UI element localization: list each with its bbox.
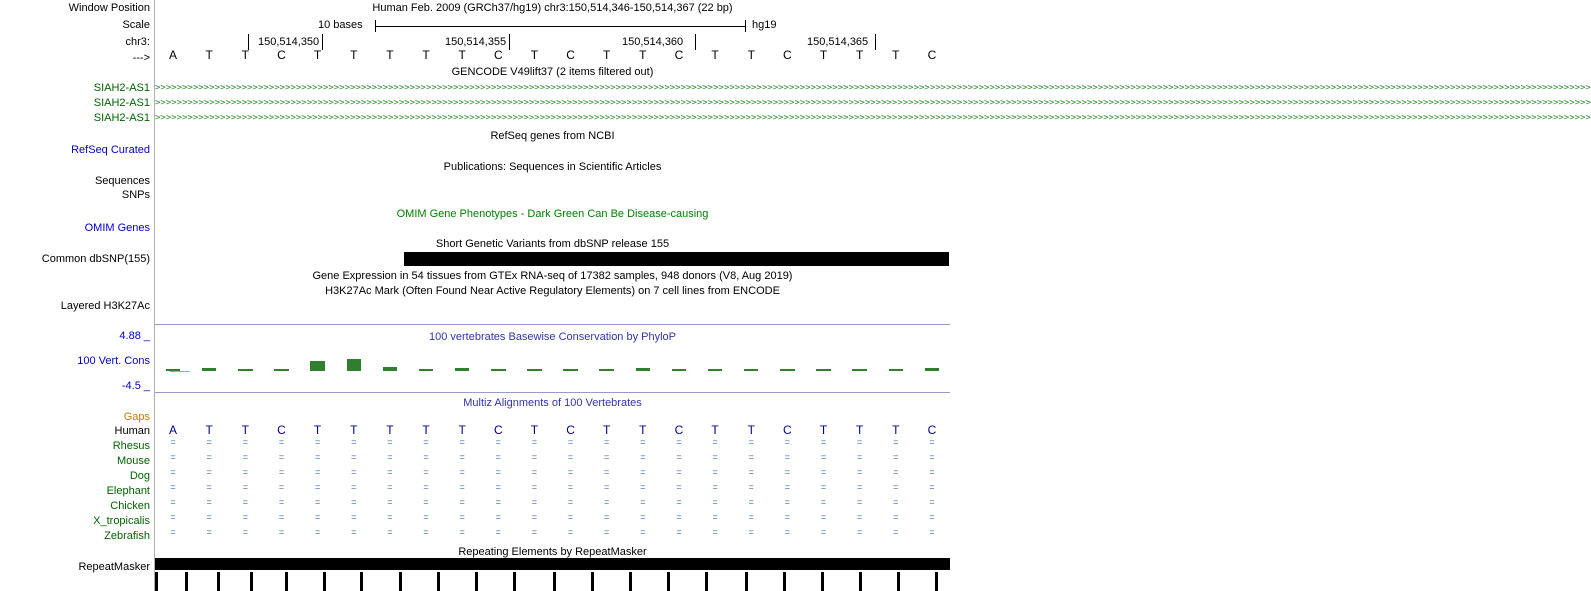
alignment-cell: =: [459, 512, 465, 522]
alignment-cell: =: [459, 482, 465, 492]
alignment-cell: =: [495, 437, 501, 447]
alignment-cell: =: [712, 467, 718, 477]
base-letter: T: [530, 48, 539, 62]
alignment-cell: =: [495, 452, 501, 462]
alignment-cell: =: [387, 437, 393, 447]
ruler-pos-1: 150,514,355: [445, 36, 507, 48]
alignment-cell: =: [893, 467, 899, 477]
alignment-cell: =: [423, 497, 429, 507]
alignment-cell: =: [170, 437, 176, 447]
base-letter: T: [241, 48, 249, 62]
alignment-cell: =: [278, 452, 285, 462]
alignment-cell: =: [170, 527, 176, 537]
repeatmasker-label[interactable]: RepeatMasker: [78, 561, 150, 573]
multiz-human-base-row: [155, 423, 950, 439]
base-letter: T: [855, 423, 864, 437]
alignment-cell: =: [820, 437, 827, 447]
repeat-element: [553, 572, 556, 591]
alignment-cell: =: [712, 482, 718, 492]
base-letter: T: [639, 423, 647, 437]
alignment-cell: =: [929, 467, 935, 477]
alignment-cell: =: [712, 497, 718, 507]
alignment-cell: =: [206, 467, 212, 477]
alignment-cell: =: [676, 527, 682, 537]
alignment-cell: =: [314, 497, 321, 507]
alignment-cell: =: [748, 527, 754, 537]
alignment-cell: =: [893, 452, 899, 462]
h3k27ac-track-title: H3K27Ac Mark (Often Found Near Active Regulatory Elements) on 7 cell lines from ENCODE: [325, 285, 780, 297]
base-letter: C: [277, 48, 286, 62]
base-letter: T: [855, 48, 864, 62]
alignment-cell: =: [676, 482, 682, 492]
repeat-element: [783, 572, 786, 591]
alignment-cell: =: [242, 467, 248, 477]
alignment-cell: =: [423, 437, 429, 447]
alignment-cell: =: [640, 467, 646, 477]
alignment-cell: =: [712, 437, 718, 447]
alignment-cell: =: [820, 482, 827, 492]
multiz-track-title: Multiz Alignments of 100 Vertebrates: [463, 397, 642, 409]
assembly-position-title: Human Feb. 2009 (GRCh37/hg19) chr3:150,514,346-150,514,367 (22 bp): [372, 2, 733, 14]
base-letter: A: [169, 423, 178, 437]
alignment-cell: =: [784, 467, 790, 477]
alignment-cell: =: [676, 512, 682, 522]
base-letter: C: [566, 48, 575, 62]
alignment-cell: =: [278, 482, 285, 492]
scale-bar-tick-right: [745, 20, 746, 32]
conservation-bar: [816, 369, 830, 371]
base-letter: T: [747, 48, 755, 62]
repeat-element: [513, 572, 516, 591]
base-letter: C: [674, 423, 684, 437]
alignment-cell: =: [820, 497, 827, 507]
gencode-gene-label-0[interactable]: SIAH2-AS1: [93, 82, 150, 94]
alignment-cell: =: [278, 437, 285, 447]
repeat-element: [323, 572, 326, 591]
alignment-cell: =: [314, 512, 321, 522]
alignment-cell: =: [423, 467, 429, 477]
base-letter: T: [205, 48, 213, 62]
base-letter: T: [313, 48, 322, 62]
gencode-track-title: GENCODE V49lift37 (2 items filtered out): [451, 66, 654, 78]
alignment-cell: =: [640, 527, 646, 537]
repeat-element: [897, 572, 900, 591]
alignment-cell: =: [567, 437, 574, 447]
base-letter: T: [422, 48, 430, 62]
alignment-cell: =: [929, 482, 935, 492]
species-label-human[interactable]: Human: [114, 425, 150, 437]
alignment-cell: =: [857, 452, 863, 462]
alignment-cell: =: [712, 452, 718, 462]
base-letter: T: [819, 423, 828, 437]
alignment-cell: =: [206, 497, 212, 507]
alignment-cell: =: [531, 497, 538, 507]
conservation-bar: [925, 368, 939, 371]
publications-track-title: Publications: Sequences in Scientific Articles: [443, 161, 662, 173]
alignment-cell: =: [314, 527, 321, 537]
ruler-pos-3: 150,514,365: [807, 36, 869, 48]
conservation-bar: [780, 369, 794, 371]
conservation-bar: [599, 369, 613, 371]
alignment-cell: =: [314, 452, 321, 462]
sequences-label[interactable]: Sequences: [94, 175, 150, 187]
alignment-cell: =: [640, 482, 646, 492]
base-letter: T: [386, 48, 394, 62]
base-letter: C: [277, 423, 286, 437]
alignment-cell: =: [640, 437, 646, 447]
conservation-bar: [636, 368, 650, 371]
base-letter: T: [313, 423, 322, 437]
cons-min-value: -4.5 _: [121, 380, 150, 392]
conservation-bar: [274, 369, 288, 371]
base-letter: T: [530, 423, 539, 437]
species-label-rhesus[interactable]: Rhesus: [112, 440, 150, 452]
alignment-cell: =: [929, 512, 935, 522]
alignment-cell: =: [567, 527, 574, 537]
species-label-zebrafish[interactable]: Zebrafish: [104, 530, 150, 542]
alignment-cell: =: [351, 512, 357, 522]
conservation-bar: [455, 368, 469, 371]
alignment-cell: =: [893, 482, 899, 492]
repeat-element: [667, 572, 670, 591]
alignment-cell: =: [423, 527, 429, 537]
repeat-element: [285, 572, 288, 591]
alignment-cell: =: [820, 527, 827, 537]
ruler-pos-0: 150,514,350: [258, 36, 320, 48]
base-letter: T: [422, 423, 430, 437]
alignment-cell: =: [929, 497, 935, 507]
alignment-cell: =: [495, 527, 501, 537]
alignment-cell: =: [820, 452, 827, 462]
alignment-cell: =: [857, 467, 863, 477]
alignment-cell: =: [604, 527, 610, 537]
base-letter: C: [783, 423, 792, 437]
alignment-cell: =: [242, 497, 248, 507]
omim-genes-label[interactable]: OMIM Genes: [84, 222, 150, 234]
base-letter: T: [241, 423, 249, 437]
alignment-cell: =: [748, 512, 754, 522]
alignment-cell: =: [893, 527, 899, 537]
alignment-cell: =: [784, 527, 790, 537]
base-letter: T: [639, 48, 647, 62]
alignment-cell: =: [712, 512, 718, 522]
cons-max-value: 4.88 _: [119, 330, 150, 342]
conservation-bar: [419, 369, 433, 371]
base-letter: T: [603, 423, 611, 437]
conservation-bar: [347, 359, 361, 371]
gencode-transcript-row-1[interactable]: >>>>>>>>>>>>>>>>>>>>>>>>>>>>>>>>>>>>>>>>>>>>>>>>>>>>>>>>>>>>>>>>>>>>>>>>>>>>>>>>>>>>>>>>>>>>>>>>>>>>>>>>>>>>>>>>>>>>>>>>>>>>>>>>>>>>>>>>>>>>>>>>>>>>>>>>>>>>>>>>>>>>>>>>>>>>>>>>>>>>>>>>>>>>>>>>>>>>>>>>>>>>>>>>>>>>>>>>>>>>>>>>>>>>>>>>>>>>>>>>>>>>>>>>>>>>>>>>>>>>>>>>>: [155, 98, 1591, 108]
alignment-cell: =: [242, 527, 248, 537]
omim-track-title: OMIM Gene Phenotypes - Dark Green Can Be Disease-causing: [396, 208, 709, 220]
repeat-element: [745, 572, 748, 591]
species-label-mouse[interactable]: Mouse: [116, 455, 150, 467]
ruler-base-row: [155, 48, 950, 64]
cons-track-label[interactable]: 100 Vert. Cons: [77, 355, 150, 367]
alignment-cell: =: [351, 482, 357, 492]
alignment-cell: =: [567, 452, 574, 462]
alignment-cell: =: [784, 437, 790, 447]
alignment-cell: =: [748, 482, 754, 492]
gencode-gene-label-1[interactable]: SIAH2-AS1: [93, 97, 150, 109]
alignment-cell: =: [170, 497, 176, 507]
repeat-element: [360, 572, 363, 591]
alignment-cell: =: [387, 527, 393, 537]
alignment-cell: =: [459, 497, 465, 507]
alignment-cell: =: [676, 497, 682, 507]
alignment-cell: =: [857, 437, 863, 447]
base-letter: C: [493, 423, 503, 437]
conservation-bar: [744, 369, 758, 371]
alignment-cell: =: [387, 467, 393, 477]
base-letter: T: [458, 423, 466, 437]
base-letter: T: [711, 48, 719, 62]
alignment-cell: =: [206, 452, 212, 462]
repeat-element: [185, 572, 188, 591]
alignment-cell: =: [351, 452, 357, 462]
alignment-cell: =: [531, 527, 538, 537]
scale-bar-line: [375, 26, 745, 27]
alignment-cell: =: [893, 497, 899, 507]
alignment-cell: =: [495, 497, 501, 507]
alignment-cell: =: [893, 512, 899, 522]
common-dbsnp-label[interactable]: Common dbSNP(155): [41, 253, 150, 265]
base-letter: A: [169, 48, 178, 62]
alignment-cell: =: [640, 512, 646, 522]
window-position-label: Window Position: [68, 2, 150, 14]
alignment-cell: =: [206, 512, 212, 522]
conservation-bar: [166, 369, 180, 371]
dbsnp-variant-bar[interactable]: [404, 252, 949, 266]
repeat-element: [821, 572, 824, 591]
conservation-bar: [672, 369, 686, 371]
alignment-cell: =: [893, 437, 899, 447]
alignment-cell: =: [459, 437, 465, 447]
species-label-elephant[interactable]: Elephant: [106, 485, 150, 497]
species-label-chicken[interactable]: Chicken: [110, 500, 150, 512]
alignment-cell: =: [314, 467, 321, 477]
alignment-cell: =: [495, 467, 501, 477]
base-letter: T: [458, 48, 466, 62]
alignment-cell: =: [929, 527, 935, 537]
repeat-element: [399, 572, 402, 591]
repeat-element: [591, 572, 594, 591]
alignment-cell: =: [857, 482, 863, 492]
species-label-dog[interactable]: Dog: [129, 470, 150, 482]
alignment-cell: =: [351, 527, 357, 537]
alignment-cell: =: [604, 497, 610, 507]
base-letter: T: [892, 48, 900, 62]
repeat-element: [250, 572, 253, 591]
alignment-cell: =: [206, 527, 212, 537]
alignment-cell: =: [351, 437, 357, 447]
conservation-bar: [563, 369, 577, 371]
alignment-cell: =: [459, 467, 465, 477]
gencode-transcript-row-2[interactable]: >>>>>>>>>>>>>>>>>>>>>>>>>>>>>>>>>>>>>>>>>>>>>>>>>>>>>>>>>>>>>>>>>>>>>>>>>>>>>>>>>>>>>>>>>>>>>>>>>>>>>>>>>>>>>>>>>>>>>>>>>>>>>>>>>>>>>>>>>>>>>>>>>>>>>>>>>>>>>>>>>>>>>>>>>>>>>>>>>>>>>>>>>>>>>>>>>>>>>>>>>>>>>>>>>>>>>>>>>>>>>>>>>>>>>>>>>>>>>>>>>>>>>>>>>>>>>>>>>>>>>>>>>: [155, 113, 1591, 123]
alignment-cell: =: [170, 512, 176, 522]
alignment-cell: =: [495, 482, 501, 492]
ruler-pos-2: 150,514,360: [622, 36, 684, 48]
conservation-bar: [202, 368, 216, 371]
alignment-cell: =: [784, 482, 790, 492]
repeat-element: [705, 572, 708, 591]
conservation-plot[interactable]: [155, 325, 950, 393]
alignment-cell: =: [278, 512, 285, 522]
gencode-transcript-row-0[interactable]: >>>>>>>>>>>>>>>>>>>>>>>>>>>>>>>>>>>>>>>>>>>>>>>>>>>>>>>>>>>>>>>>>>>>>>>>>>>>>>>>>>>>>>>>>>>>>>>>>>>>>>>>>>>>>>>>>>>>>>>>>>>>>>>>>>>>>>>>>>>>>>>>>>>>>>>>>>>>>>>>>>>>>>>>>>>>>>>>>>>>>>>>>>>>>>>>>>>>>>>>>>>>>>>>>>>>>>>>>>>>>>>>>>>>>>>>>>>>>>>>>>>>>>>>>>>>>>>>>>>>>>>>>: [155, 83, 1591, 93]
alignment-cell: =: [748, 437, 754, 447]
conservation-bar: [527, 369, 541, 371]
chrom-label: chr3:: [125, 36, 150, 48]
base-letter: C: [674, 48, 684, 62]
conservation-bar: [708, 369, 722, 371]
alignment-cell: =: [857, 512, 863, 522]
alignment-cell: =: [423, 482, 429, 492]
alignment-cell: =: [567, 497, 574, 507]
alignment-cell: =: [278, 527, 285, 537]
base-letter: T: [747, 423, 755, 437]
alignment-cell: =: [170, 452, 176, 462]
alignment-cell: =: [242, 437, 248, 447]
alignment-cell: =: [784, 512, 790, 522]
alignment-cell: =: [387, 482, 393, 492]
conservation-bar: [238, 369, 252, 371]
dbsnp-track-title: Short Genetic Variants from dbSNP release 155: [435, 238, 670, 250]
base-letter: T: [386, 423, 394, 437]
conservation-bar: [889, 369, 903, 371]
base-letter: T: [819, 48, 828, 62]
alignment-cell: =: [242, 512, 248, 522]
alignment-cell: =: [784, 452, 790, 462]
alignment-cell: =: [604, 482, 610, 492]
repeat-element: [859, 572, 862, 591]
alignment-cell: =: [387, 452, 393, 462]
base-letter: T: [711, 423, 719, 437]
repeat-element: [935, 572, 938, 591]
scale-label: Scale: [122, 19, 150, 31]
alignment-cell: =: [748, 467, 754, 477]
repeat-element: [437, 572, 440, 591]
alignment-cell: =: [278, 497, 285, 507]
base-letter: C: [927, 423, 937, 437]
alignment-cell: =: [170, 467, 176, 477]
snps-label[interactable]: SNPs: [121, 189, 150, 201]
alignment-cell: =: [387, 512, 393, 522]
alignment-cell: =: [206, 482, 212, 492]
alignment-cell: =: [423, 512, 429, 522]
repeatmasker-stripes[interactable]: [155, 572, 950, 591]
species-label-xtropicalis[interactable]: X_tropicalis: [93, 515, 150, 527]
alignment-cell: =: [531, 512, 538, 522]
alignment-cell: =: [929, 437, 935, 447]
alignment-cell: =: [567, 482, 574, 492]
gaps-label[interactable]: Gaps: [123, 411, 150, 423]
phylop-track-title: 100 vertebrates Basewise Conservation by PhyloP: [428, 331, 677, 343]
alignment-cell: =: [567, 512, 574, 522]
conservation-bar: [852, 369, 866, 371]
alignment-cell: =: [531, 482, 538, 492]
alignment-cell: =: [314, 482, 321, 492]
repeatmasker-track-title: Repeating Elements by RepeatMasker: [458, 546, 647, 558]
alignment-cell: =: [242, 452, 248, 462]
base-letter: C: [783, 48, 792, 62]
alignment-cell: =: [604, 512, 610, 522]
alignment-cell: =: [748, 497, 754, 507]
alignment-cell: =: [495, 512, 501, 522]
gtex-track-title: Gene Expression in 54 tissues from GTEx RNA-seq of 17382 samples, 948 donors (V8, Aug 2019): [312, 270, 793, 282]
alignment-cell: =: [604, 437, 610, 447]
base-letter: T: [205, 423, 213, 437]
refseq-track-title: RefSeq genes from NCBI: [490, 130, 615, 142]
alignment-cell: =: [459, 452, 465, 462]
alignment-cell: =: [640, 497, 646, 507]
alignment-cell: =: [567, 467, 574, 477]
strand-label: --->: [132, 52, 150, 64]
gencode-gene-label-2[interactable]: SIAH2-AS1: [93, 112, 150, 124]
alignment-cell: =: [676, 437, 682, 447]
scale-bar-text: 10 bases: [318, 19, 363, 31]
repeatmasker-solid-bar[interactable]: [155, 558, 950, 570]
base-letter: C: [927, 48, 937, 62]
base-letter: T: [350, 423, 358, 437]
base-letter: C: [566, 423, 575, 437]
alignment-cell: =: [676, 452, 682, 462]
alignment-cell: =: [459, 527, 465, 537]
repeat-element: [155, 572, 158, 591]
alignment-cell: =: [314, 437, 321, 447]
alignment-cell: =: [351, 497, 357, 507]
base-letter: C: [493, 48, 503, 62]
alignment-cell: =: [857, 527, 863, 537]
alignment-cell: =: [604, 467, 610, 477]
conservation-bar: [310, 361, 324, 371]
alignment-cell: =: [820, 512, 827, 522]
alignment-cell: =: [531, 467, 538, 477]
alignment-cell: =: [748, 452, 754, 462]
alignment-cell: =: [242, 482, 248, 492]
alignment-cell: =: [423, 452, 429, 462]
layered-h3k27ac-label[interactable]: Layered H3K27Ac: [60, 300, 150, 312]
alignment-cell: =: [820, 467, 827, 477]
conservation-bar: [491, 369, 505, 371]
alignment-cell: =: [784, 497, 790, 507]
alignment-cell: =: [712, 527, 718, 537]
assembly-name-label: hg19: [752, 19, 777, 31]
alignment-cell: =: [206, 437, 212, 447]
base-letter: T: [350, 48, 358, 62]
base-letter: T: [892, 423, 900, 437]
scale-bar-tick-left: [375, 20, 376, 32]
repeat-element: [475, 572, 478, 591]
refseq-curated-label[interactable]: RefSeq Curated: [71, 144, 150, 156]
conservation-bar: [383, 367, 397, 371]
alignment-cell: =: [387, 497, 393, 507]
repeat-element: [217, 572, 220, 591]
alignment-cell: =: [640, 452, 646, 462]
alignment-cell: =: [676, 467, 682, 477]
alignment-cell: =: [351, 467, 357, 477]
multiz-alignment-rows[interactable]: [155, 438, 950, 543]
alignment-cell: =: [929, 452, 935, 462]
alignment-cell: =: [857, 497, 863, 507]
alignment-cell: =: [531, 437, 538, 447]
base-letter: T: [603, 48, 611, 62]
alignment-cell: =: [604, 452, 610, 462]
alignment-cell: =: [278, 467, 285, 477]
alignment-cell: =: [170, 482, 176, 492]
alignment-cell: =: [531, 452, 538, 462]
repeat-element: [629, 572, 632, 591]
